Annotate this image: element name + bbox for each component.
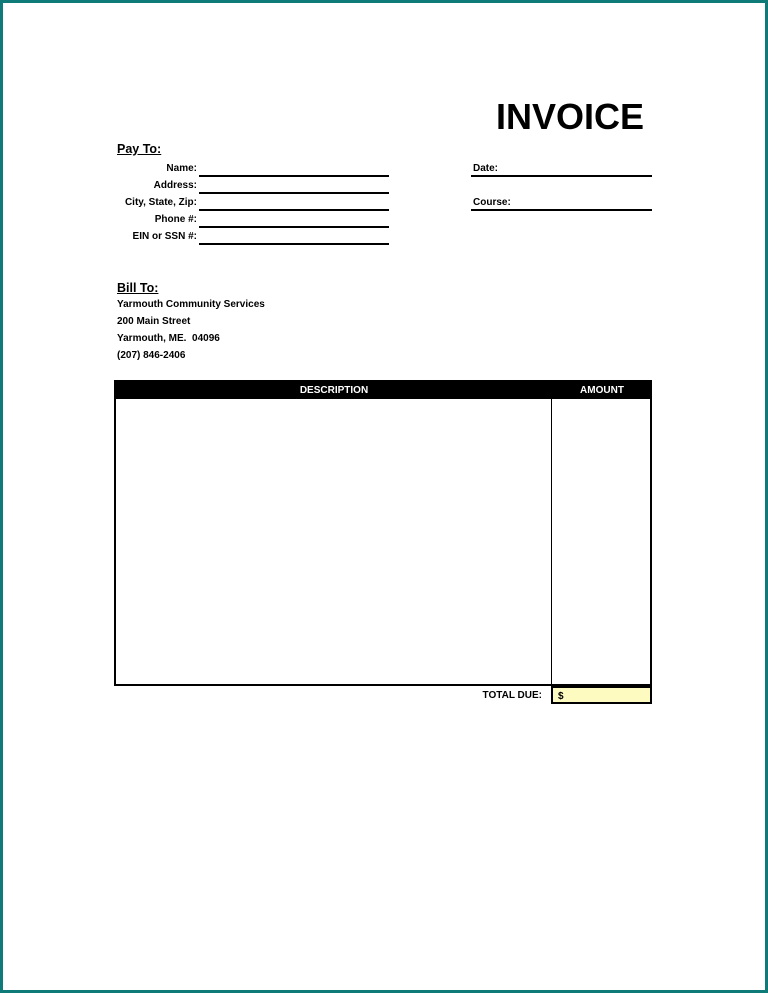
total-due-label: TOTAL DUE: xyxy=(482,690,542,701)
amount-cell[interactable] xyxy=(552,399,650,684)
date-field[interactable] xyxy=(471,175,652,177)
invoice-table xyxy=(114,380,652,686)
invoice-title: INVOICE xyxy=(496,96,645,137)
bill-to-line: Yarmouth, ME. 04096 xyxy=(117,333,220,344)
phone-label: Phone #: xyxy=(154,214,197,225)
bill-to-line: 200 Main Street xyxy=(117,316,191,327)
name-label: Name: xyxy=(166,163,197,174)
city-state-zip-field[interactable] xyxy=(199,209,389,211)
name-field[interactable] xyxy=(199,175,389,177)
total-due-field[interactable] xyxy=(551,686,652,704)
ein-ssn-label: EIN or SSN #: xyxy=(132,231,197,242)
date-label: Date: xyxy=(473,163,499,174)
course-label: Course: xyxy=(473,197,511,208)
ein-ssn-field[interactable] xyxy=(199,243,389,245)
amount-column-header: AMOUNT xyxy=(580,385,624,396)
currency-symbol: $ xyxy=(558,691,564,702)
address-label: Address: xyxy=(153,180,197,191)
phone-field[interactable] xyxy=(199,226,389,228)
bill-to-line: (207) 846-2406 xyxy=(117,350,186,361)
bill-to-line: Yarmouth Community Services xyxy=(117,299,265,310)
pay-to-heading: Pay To: xyxy=(117,142,162,156)
address-field[interactable] xyxy=(199,192,389,194)
description-column-header: DESCRIPTION xyxy=(299,385,369,396)
table-header xyxy=(116,382,650,399)
course-field[interactable] xyxy=(471,209,652,211)
city-state-zip-label: City, State, Zip: xyxy=(124,197,197,208)
bill-to-heading: Bill To: xyxy=(117,281,159,295)
description-cell[interactable] xyxy=(116,399,551,684)
bill-to-address xyxy=(117,296,265,364)
